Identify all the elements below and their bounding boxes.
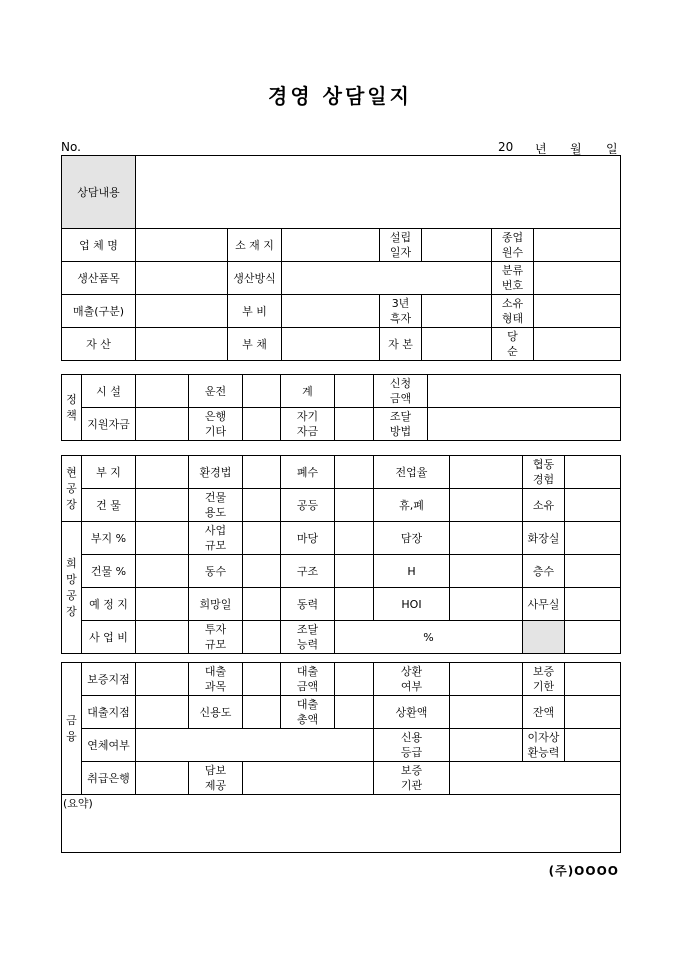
cost-label: 부 비 [228,295,282,328]
loan-subject-label: 대출 과목 [189,663,243,696]
credit-field[interactable] [243,696,281,729]
interest-ability-label: 이자상 환능력 [523,729,565,762]
guar-org-label: 보증 기관 [374,762,450,795]
company-name-field[interactable] [136,229,228,262]
grade-field[interactable] [335,489,374,522]
building-use-label: 건물 용도 [189,489,243,522]
employees-field[interactable] [534,229,621,262]
sales-field[interactable] [136,295,228,328]
structure-field[interactable] [335,555,374,588]
planned-site-label: 예 정 지 [82,588,136,621]
loan-branch-field[interactable] [136,696,189,729]
hope-date-label: 희망일 [189,588,243,621]
loan-subject-field[interactable] [243,663,281,696]
closed-label: 휴,폐 [374,489,450,522]
debt-label: 부 채 [228,328,282,361]
operation-field[interactable] [243,375,281,408]
net-field[interactable] [534,328,621,361]
env-law-label: 환경법 [189,456,243,489]
overdue-label: 연체여부 [82,729,136,762]
consult-content-field[interactable] [136,156,621,229]
closed-field[interactable] [450,489,523,522]
fund-label: 지원자금 [82,408,136,441]
credit-label: 신용도 [189,696,243,729]
guar-org-field[interactable] [450,762,621,795]
current-factory-label: 현 공 장 [62,456,82,522]
method-label: 생산방식 [228,262,282,295]
employees-label: 종업 원수 [492,229,534,262]
shaded-cell [523,621,565,654]
site-field[interactable] [136,456,189,489]
toilet-field[interactable] [565,522,621,555]
finance-table [61,662,621,853]
invest-scale-label: 투자 규모 [189,621,243,654]
yard-label: 마당 [281,522,335,555]
company-name-label: 업 체 명 [62,229,136,262]
doc-number-label: No. [61,140,81,154]
product-field[interactable] [136,262,228,295]
month-label: 월 [570,142,582,156]
hoi-label: HOI [374,588,450,621]
collateral-field[interactable] [243,762,374,795]
floors-field[interactable] [565,555,621,588]
operation-label: 운전 [189,375,243,408]
collateral-label: 담보 제공 [189,762,243,795]
biz-cost-label: 사 업 비 [82,621,136,654]
structure-label: 구조 [281,555,335,588]
fence-field[interactable] [450,522,523,555]
building-label: 건 물 [82,489,136,522]
company-info-table [61,155,621,361]
guar-term-label: 보증 기한 [523,663,565,696]
loan-branch-label: 대출지점 [82,696,136,729]
founded-label: 설립 일자 [380,229,422,262]
total-label: 계 [281,375,335,408]
cost-field[interactable] [282,295,380,328]
balance-label: 잔액 [523,696,565,729]
profit3-label: 3년 흑자 [380,295,422,328]
power-label: 동력 [281,588,335,621]
own-fund-field[interactable] [335,408,374,441]
site-label: 부 지 [82,456,136,489]
bank-field[interactable] [136,762,189,795]
office-field[interactable] [565,588,621,621]
move-rate-label: 전업율 [374,456,450,489]
capability-label: 조달 능력 [281,621,335,654]
bank-label: 취급은행 [82,762,136,795]
own-field[interactable] [565,489,621,522]
building-count-label: 동수 [189,555,243,588]
bank-other-field[interactable] [243,408,281,441]
credit-grade-field[interactable] [450,729,523,762]
apply-amount-label: 신청 금액 [374,375,428,408]
capital-field[interactable] [422,328,492,361]
factory-table [61,455,621,654]
fund-field[interactable] [136,408,189,441]
net-label: 당 순 [492,328,534,361]
biz-scale-field[interactable] [243,522,281,555]
coop-field[interactable] [565,456,621,489]
power-field[interactable] [335,588,374,621]
env-law-field[interactable] [243,456,281,489]
guar-branch-field[interactable] [136,663,189,696]
building-pct-field[interactable] [136,555,189,588]
facility-label: 시 설 [82,375,136,408]
last-field[interactable] [565,621,621,654]
sales-label: 매출(구분) [62,295,136,328]
site-pct-label: 부지 % [82,522,136,555]
company-footer: (주)OOOO [548,864,619,878]
planned-site-field[interactable] [136,588,189,621]
coop-label: 협동 경험 [523,456,565,489]
product-label: 생산품목 [62,262,136,295]
move-rate-field[interactable] [450,456,523,489]
policy-table [61,374,621,441]
wastewater-field[interactable] [335,456,374,489]
office-label: 사무실 [523,588,565,621]
ownership-label: 소유 형태 [492,295,534,328]
assets-field[interactable] [136,328,228,361]
loan-total-label: 대출 총액 [281,696,335,729]
ownership-field[interactable] [534,295,621,328]
yard-field[interactable] [335,522,374,555]
fence-label: 담장 [374,522,450,555]
building-pct-label: 건물 % [82,555,136,588]
site-pct-field[interactable] [136,522,189,555]
invest-scale-field[interactable] [243,621,281,654]
repay-field[interactable] [450,663,523,696]
apply-amount-field[interactable] [428,375,621,408]
balance-field[interactable] [565,696,621,729]
procure-method-field[interactable] [428,408,621,441]
profit3-field[interactable] [422,295,492,328]
repaid-label: 상환액 [374,696,450,729]
class-field[interactable] [534,262,621,295]
consult-label: 상담내용 [62,156,136,229]
building-count-field[interactable] [243,555,281,588]
loan-amount-field[interactable] [335,663,374,696]
assets-label: 자 산 [62,328,136,361]
procure-method-label: 조달 방법 [374,408,428,441]
toilet-label: 화장실 [523,522,565,555]
guar-term-field[interactable] [565,663,621,696]
loan-amount-label: 대출 금액 [281,663,335,696]
page-title: 경영 상담일지 [268,84,412,108]
location-label: 소 재 지 [228,229,282,262]
hope-date-field[interactable] [243,588,281,621]
percent-field[interactable]: % [335,621,523,654]
hope-factory-label: 희 망 공 장 [62,522,82,654]
own-label: 소유 [523,489,565,522]
class-label: 분류 번호 [492,262,534,295]
building-use-field[interactable] [243,489,281,522]
day-label: 일 [606,142,618,156]
building-field[interactable] [136,489,189,522]
bank-other-label: 은행 기타 [189,408,243,441]
overdue-field[interactable] [136,729,374,762]
credit-grade-label: 신용 등급 [374,729,450,762]
floors-label: 층수 [523,555,565,588]
repay-label: 상환 여부 [374,663,450,696]
total-field[interactable] [335,375,374,408]
grade-label: 공등 [281,489,335,522]
height-label: H [374,555,450,588]
facility-field[interactable] [136,375,189,408]
founded-field[interactable] [422,229,492,262]
policy-side-label: 정 책 [62,375,82,441]
interest-ability-field[interactable] [565,729,621,762]
biz-scale-label: 사업 규모 [189,522,243,555]
debt-field[interactable] [282,328,380,361]
location-field[interactable] [282,229,380,262]
repaid-field[interactable] [450,696,523,729]
height-field[interactable] [450,555,523,588]
biz-cost-field[interactable] [136,621,189,654]
summary-field[interactable] [62,795,621,853]
summary-label: (요약) [63,797,93,810]
capital-label: 자 본 [380,328,422,361]
loan-total-field[interactable] [335,696,374,729]
year-label: 년 [535,142,547,156]
guar-branch-label: 보증지점 [82,663,136,696]
method-field[interactable] [282,262,492,295]
year-prefix: 20 [498,140,514,154]
own-fund-label: 자기 자금 [281,408,335,441]
finance-side-label: 금 융 [62,663,82,795]
hoi-field[interactable] [450,588,523,621]
wastewater-label: 폐수 [281,456,335,489]
